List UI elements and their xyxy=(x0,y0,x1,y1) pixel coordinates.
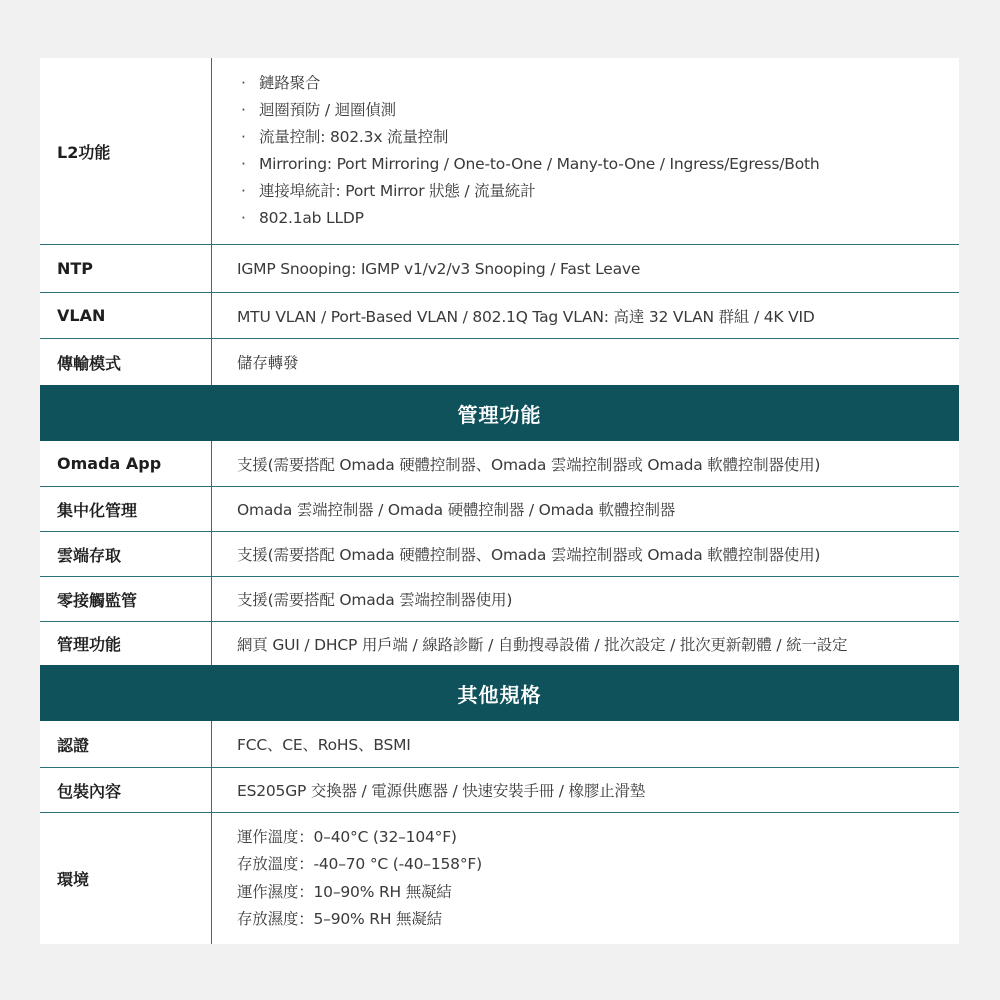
row-label: Omada App xyxy=(40,441,212,486)
list-item: 存放濕度：5–90% RH 無凝結 xyxy=(237,910,442,928)
row-label: 管理功能 xyxy=(40,622,212,665)
bullet-icon: · xyxy=(241,101,246,119)
row-value-list xyxy=(212,813,959,944)
bullet-icon: · xyxy=(241,182,246,200)
row-value: MTU VLAN / Port-Based VLAN / 802.1Q Tag VLAN: 高達 32 VLAN 群組 / 4K VID xyxy=(237,307,815,326)
spec-row-ntp xyxy=(40,245,959,293)
row-label: 包裝內容 xyxy=(40,768,212,812)
row-value: IGMP Snooping: IGMP v1/v2/v3 Snooping / Fast Leave xyxy=(237,259,641,278)
row-value: 支援(需要搭配 Omada 雲端控制器使用) xyxy=(237,591,513,609)
row-label: 雲端存取 xyxy=(40,532,212,576)
row-value: 儲存轉發 xyxy=(237,354,299,372)
list-item: · 連接埠統計: Port Mirror 狀態 / 流量統計 xyxy=(237,178,959,205)
row-value: Omada 雲端控制器 / Omada 硬體控制器 / Omada 軟體控制器 xyxy=(237,501,676,519)
row-label: 環境 xyxy=(40,813,212,944)
row-label: 認證 xyxy=(40,721,212,767)
spec-row-package-contents xyxy=(40,768,959,813)
bullet-icon: · xyxy=(241,155,246,173)
spec-row-transmission xyxy=(40,339,959,385)
row-label: VLAN xyxy=(40,293,212,338)
row-value: ES205GP 交換器 / 電源供應器 / 快速安裝手冊 / 橡膠止滑墊 xyxy=(237,782,646,800)
row-value: FCC、CE、RoHS、BSMI xyxy=(237,736,411,754)
row-value: 支援(需要搭配 Omada 硬體控制器、Omada 雲端控制器或 Omada 軟體控制器使用) xyxy=(237,455,821,474)
list-item: 運作濕度：10–90% RH 無凝結 xyxy=(237,882,452,901)
list-item: · 802.1ab LLDP xyxy=(237,205,959,232)
spec-row-cloud-access xyxy=(40,532,959,577)
spec-table xyxy=(40,58,959,944)
spec-row-certification xyxy=(40,721,959,768)
row-value-list xyxy=(212,58,959,244)
row-label: 集中化管理 xyxy=(40,487,212,531)
list-item: · 迴圈預防 / 迴圈偵測 xyxy=(237,97,959,124)
list-item: · 流量控制: 802.3x 流量控制 xyxy=(237,124,959,151)
spec-row-omada-app xyxy=(40,441,959,487)
row-label: 零接觸監管 xyxy=(40,577,212,621)
bullet-icon: · xyxy=(241,209,246,227)
row-value: 支援(需要搭配 Omada 硬體控制器、Omada 雲端控制器或 Omada 軟體控制器使用) xyxy=(237,546,821,564)
row-label: 傳輸模式 xyxy=(40,339,212,385)
row-value: 網頁 GUI / DHCP 用戶端 / 線路診斷 / 自動搜尋設備 / 批次設定 / 批次更新韌體 / 統一設定 xyxy=(237,635,848,654)
list-item: · Mirroring: Port Mirroring / One-to-One / Many-to-One / Ingress/Egress/Both xyxy=(237,151,959,178)
row-label: NTP xyxy=(40,245,212,292)
list-item: 存放溫度：-40–70 °C (-40–158°F) xyxy=(237,855,482,873)
spec-row-central-management xyxy=(40,487,959,532)
list-item: 運作溫度：0–40°C (32–104°F) xyxy=(237,827,457,846)
spec-row-management-features xyxy=(40,622,959,665)
row-label: L2功能 xyxy=(40,58,212,244)
bullet-icon: · xyxy=(241,74,246,92)
spec-row-zero-touch xyxy=(40,577,959,622)
bullet-icon: · xyxy=(241,128,246,146)
spec-row-l2 xyxy=(40,58,959,245)
section-header-management: 管理功能 xyxy=(40,385,959,441)
spec-row-environment xyxy=(40,813,959,944)
spec-row-vlan xyxy=(40,293,959,339)
section-header-other-specs: 其他規格 xyxy=(40,665,959,721)
list-item: · 鏈路聚合 xyxy=(237,70,959,97)
